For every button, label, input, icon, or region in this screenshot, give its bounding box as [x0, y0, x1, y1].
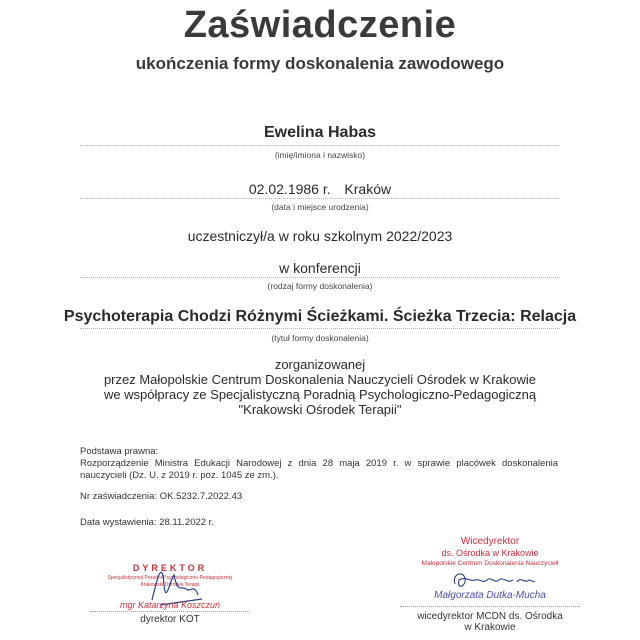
participation-statement: uczestniczył/a w roku szkolnym 2022/2023 — [187, 228, 453, 244]
right-caption-line: w Krakowie — [464, 622, 516, 633]
legal-basis — [80, 446, 558, 482]
birth-caption: (data i miejsce urodzenia) — [271, 202, 369, 212]
certificate-subtitle: ukończenia formy doskonalenia zawodowego — [135, 54, 505, 73]
right-signature-line — [400, 606, 580, 607]
recipient-name: Ewelina Habas — [263, 124, 377, 141]
certificate-number-label: Nr zaświadczenia: — [80, 491, 158, 502]
birth-dotted-line — [80, 198, 560, 199]
left-signer-name: mgr Katarzyna Koszczuń — [119, 600, 221, 610]
right-signer-name: Małgorzata Dutka-Mucha — [434, 590, 546, 601]
form-title-caption: (tytuł formy doskonalenia) — [271, 333, 369, 343]
right-stamp-department: ds. Ośrodka w Krakowie — [441, 548, 539, 558]
certificate-number-row — [80, 491, 242, 502]
organizer-block — [0, 357, 640, 417]
organizer-line: we współpracy ze Specjalistyczną Poradnią Psychologiczno-Pedagogiczną — [103, 387, 537, 402]
right-stamp-title: Wicedyrektor — [460, 536, 520, 547]
legal-basis-text: Rozporządzenie Ministra Edukacji Narodowej z dnia 28 maja 2019 r. w sprawie placówek doskonalenia nauczycieli (Dz. U. z 2019 r. poz. 1045 ze zm.). — [80, 458, 558, 481]
form-type: w konferencji — [279, 260, 361, 276]
right-stamp-institution: Małopolskie Centrum Doskonalenia Nauczycieli — [421, 560, 559, 567]
right-signature-block — [395, 536, 585, 616]
legal-basis-label: Podstawa prawna: — [80, 446, 159, 457]
birth-date: 02.02.1986 r. — [248, 181, 331, 197]
right-caption-line: wicedyrektor MCDN ds. Ośrodka — [417, 611, 563, 622]
right-handwritten-signature — [395, 536, 585, 616]
left-stamp-institution-2: Krakowski Ośrodek Terapii — [140, 582, 200, 588]
left-signature-block — [90, 555, 250, 615]
name-dotted-line — [80, 145, 560, 146]
birth-place: Kraków — [344, 181, 392, 197]
certificate-title: Zaświadczenie — [183, 4, 457, 46]
form-type-caption: (rodzaj formy doskonalenia) — [267, 281, 373, 291]
name-caption: (imię/imiona i nazwisko) — [274, 150, 366, 160]
organizer-line: przez Małopolskie Centrum Doskonalenia Nauczycieli Ośrodek w Krakowie — [103, 372, 537, 387]
left-stamp-institution: Specjalistycznej Poradni Psychologiczno-Pedagogicznej — [107, 575, 233, 581]
form-type-dotted-line — [80, 277, 560, 278]
issue-date-row — [80, 517, 214, 528]
organizer-line: "Krakowski Ośrodek Terapii" — [238, 402, 402, 417]
form-title-dotted-line — [80, 328, 560, 329]
left-signature-line — [90, 611, 250, 612]
left-signature-caption: dyrektor KOT — [140, 614, 200, 625]
issue-date: 28.11.2022 r. — [159, 517, 214, 528]
certificate-number: OK.5232.7.2022.43 — [159, 491, 243, 502]
form-title: Psychoterapia Chodzi Różnymi Ścieżkami. Ścieżka Trzecia: Relacja — [63, 308, 577, 325]
left-stamp-title: DYREKTOR — [132, 563, 208, 573]
issue-date-label: Data wystawienia: — [80, 517, 157, 528]
right-signature-caption — [395, 611, 585, 633]
organizer-line: zorganizowanej — [274, 357, 366, 372]
birth-info — [0, 181, 640, 197]
